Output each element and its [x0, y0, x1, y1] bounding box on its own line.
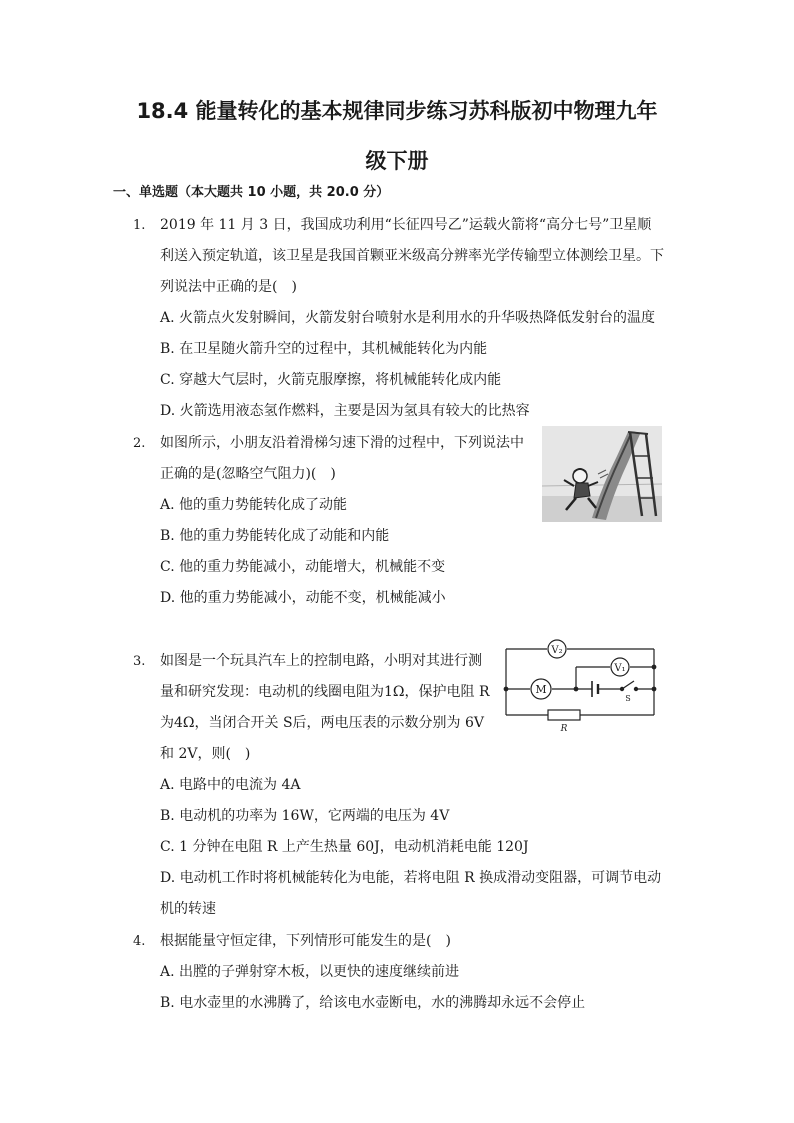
question-text: 利送入预定轨道，该卫星是我国首颗亚米级高分辨率光学传输型立体测绘卫星。下 [160, 248, 664, 264]
option-c: C. 他的重力势能减小，动能增大，机械能不变 [160, 559, 446, 575]
question-text: 如图是一个玩具汽车上的控制电路，小明对其进行测 [160, 653, 482, 669]
question-text: 列说法中正确的是( ) [160, 279, 297, 295]
option-d: D. 火箭选用液态氢作燃料，主要是因为氢具有较大的比热容 [160, 403, 530, 419]
voltmeter-v2-label: V₂ [551, 645, 563, 656]
question-text: 为4Ω，当闭合开关 S后，两电压表的示数分别为 6V [160, 715, 485, 731]
resistor-label: R [560, 724, 568, 734]
question-text: 正确的是(忽略空气阻力)( ) [160, 466, 336, 482]
question-number: 1. [133, 218, 146, 233]
option-a: A. 出膛的子弹射穿木板，以更快的速度继续前进 [160, 964, 460, 980]
voltmeter-v1-label: V₁ [614, 663, 626, 674]
doc-title-line1: 18.4 能量转化的基本规律同步练习苏科版初中物理九年 [136, 99, 658, 123]
question-text: 2019 年 11 月 3 日，我国成功利用“长征四号乙”运载火箭将“高分七号”卫星顺 [160, 217, 652, 233]
switch-label: S [625, 694, 631, 703]
motor-label: M [535, 683, 547, 696]
option-a: A. 他的重力势能转化成了动能 [160, 497, 348, 513]
option-c: C. 1 分钟在电阻 R 上产生热量 60J，电动机消耗电能 120J [160, 839, 529, 855]
option-a: A. 火箭点火发射瞬间，火箭发射台喷射水是利用水的升华吸热降低发射台的温度 [160, 310, 656, 326]
option-d: D. 电动机工作时将机械能转化为电能，若将电阻 R 换成滑动变阻器，可调节电动 [160, 870, 662, 886]
question-text: 量和研究发现：电动机的线圈电阻为1Ω，保护电阻 R [160, 684, 490, 700]
slide-illustration [542, 426, 662, 522]
option-b: B. 他的重力势能转化成了动能和内能 [160, 528, 390, 544]
option-d: D. 他的重力势能减小，动能不变，机械能减小 [160, 590, 446, 606]
question-number: 3. [133, 654, 146, 669]
circuit-diagram [500, 637, 660, 735]
doc-title-line2: 级下册 [365, 149, 429, 173]
option-d-continued: 机的转速 [160, 901, 216, 917]
option-b: B. 电水壶里的水沸腾了，给该电水壶断电，水的沸腾却永远不会停止 [160, 995, 586, 1011]
question-text: 根据能量守恒定律，下列情形可能发生的是( ) [160, 933, 451, 949]
question-number: 4. [133, 934, 146, 949]
question-number: 2. [133, 436, 146, 451]
question-text: 如图所示，小朋友沿着滑梯匀速下滑的过程中，下列说法中 [160, 435, 524, 451]
option-b: B. 在卫星随火箭升空的过程中，其机械能转化为内能 [160, 341, 488, 357]
question-text: 和 2V，则( ) [160, 746, 251, 762]
section-heading: 一、单选题（本大题共 10 小题，共 20.0 分） [113, 185, 390, 200]
option-a: A. 电路中的电流为 4A [160, 777, 301, 793]
option-b: B. 电动机的功率为 16W，它两端的电压为 4V [160, 808, 450, 824]
option-c: C. 穿越大气层时，火箭克服摩擦，将机械能转化成内能 [160, 372, 502, 388]
